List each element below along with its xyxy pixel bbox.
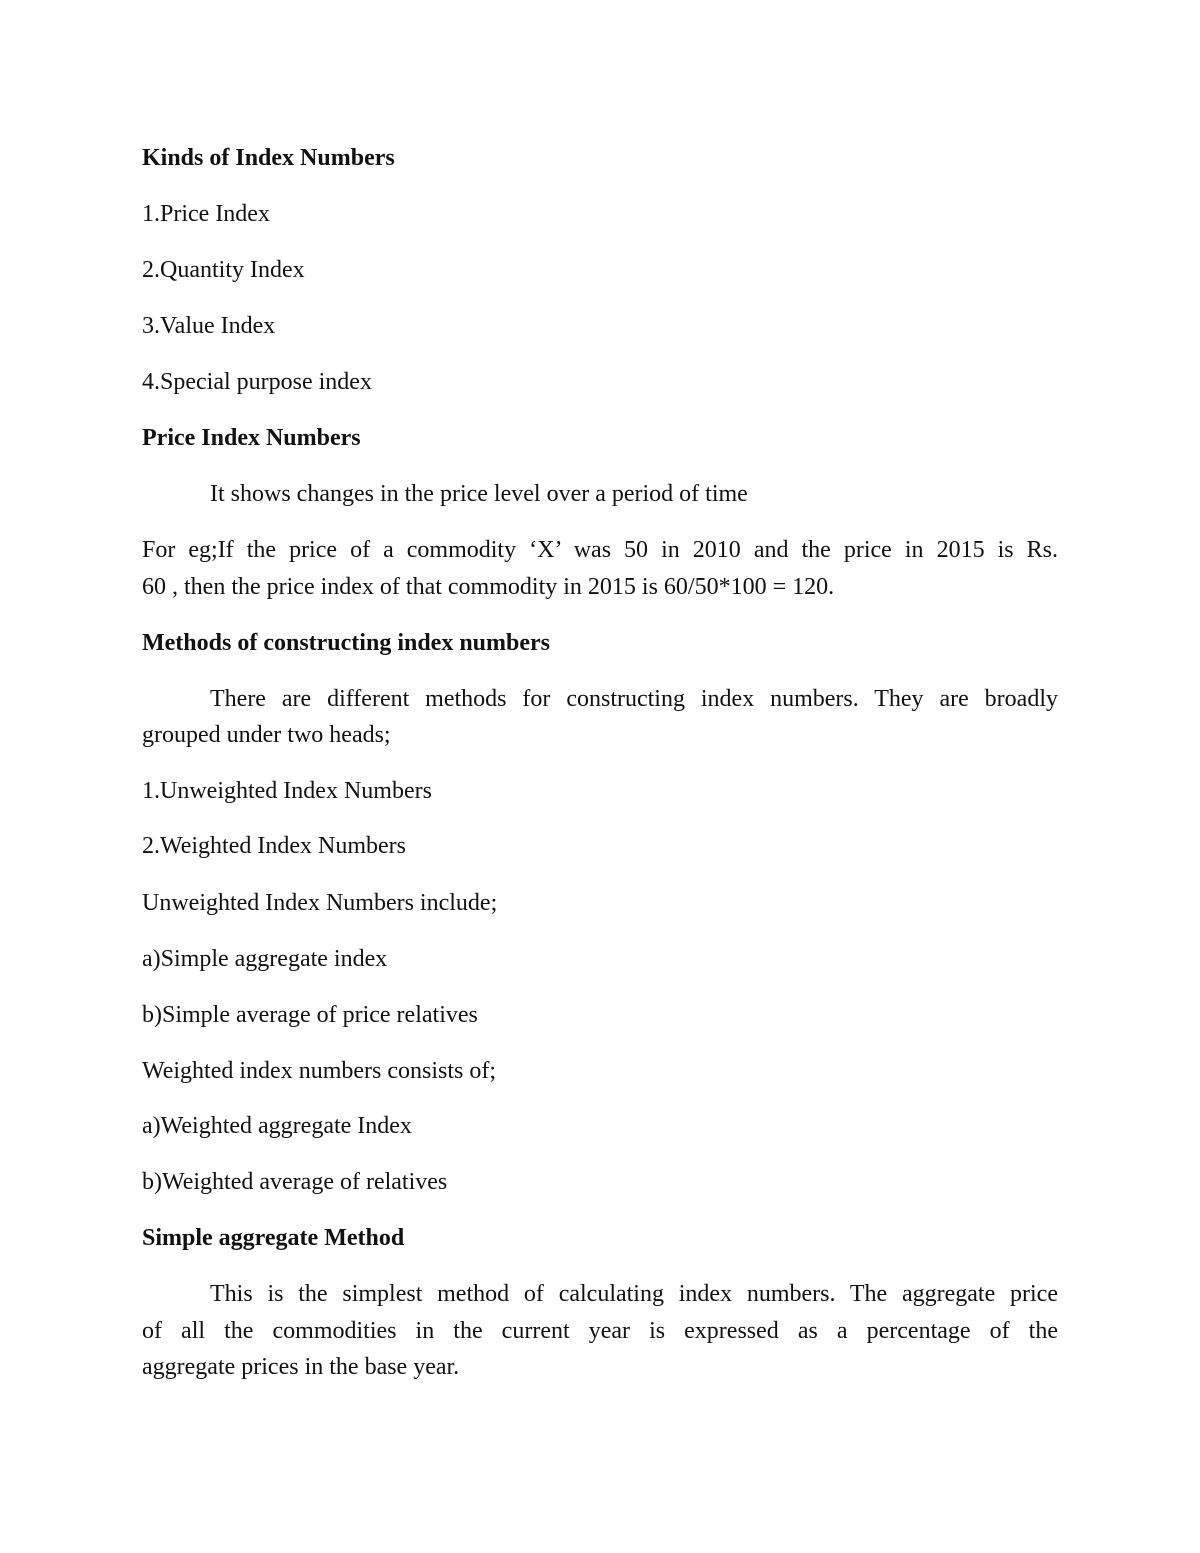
kinds-item-quantity: 2.Quantity Index <box>142 257 305 283</box>
methods-heading: Methods of constructing index numbers <box>142 630 551 656</box>
kinds-heading: Kinds of Index Numbers <box>142 145 395 171</box>
kinds-item-special: 4.Special purpose index <box>142 369 372 395</box>
simple-aggregate-line-1: This is the simplest method of calculating index numbers. The aggregate price <box>210 1281 1058 1307</box>
price-index-definition: It shows changes in the price level over a period of time <box>210 481 748 507</box>
unweighted-item-b: b)Simple average of price relatives <box>142 1002 478 1028</box>
weighted-item-a: a)Weighted aggregate Index <box>142 1113 412 1139</box>
methods-item-weighted: 2.Weighted Index Numbers <box>142 833 406 859</box>
simple-aggregate-heading: Simple aggregate Method <box>142 1225 405 1251</box>
price-index-example-line-1: For eg;If the price of a commodity ‘X’ was 50 in 2010 and the price in 2015 is Rs. <box>142 537 1058 563</box>
unweighted-intro: Unweighted Index Numbers include; <box>142 890 498 916</box>
simple-aggregate-line-3: aggregate prices in the base year. <box>142 1354 460 1380</box>
weighted-intro: Weighted index numbers consists of; <box>142 1058 497 1084</box>
price-index-example-line-2: 60 , then the price index of that commodity in 2015 is 60/50*100 = 120. <box>142 574 835 600</box>
methods-intro-line-2: grouped under two heads; <box>142 722 391 748</box>
kinds-item-value: 3.Value Index <box>142 313 276 339</box>
simple-aggregate-line-2: of all the commodities in the current year is expressed as a percentage of the <box>142 1318 1058 1344</box>
methods-intro-line-1: There are different methods for constructing index numbers. They are broadly <box>210 686 1058 712</box>
kinds-item-price: 1.Price Index <box>142 201 270 227</box>
methods-item-unweighted: 1.Unweighted Index Numbers <box>142 778 432 804</box>
price-index-heading: Price Index Numbers <box>142 425 361 451</box>
weighted-item-b: b)Weighted average of relatives <box>142 1169 448 1195</box>
unweighted-item-a: a)Simple aggregate index <box>142 946 388 972</box>
